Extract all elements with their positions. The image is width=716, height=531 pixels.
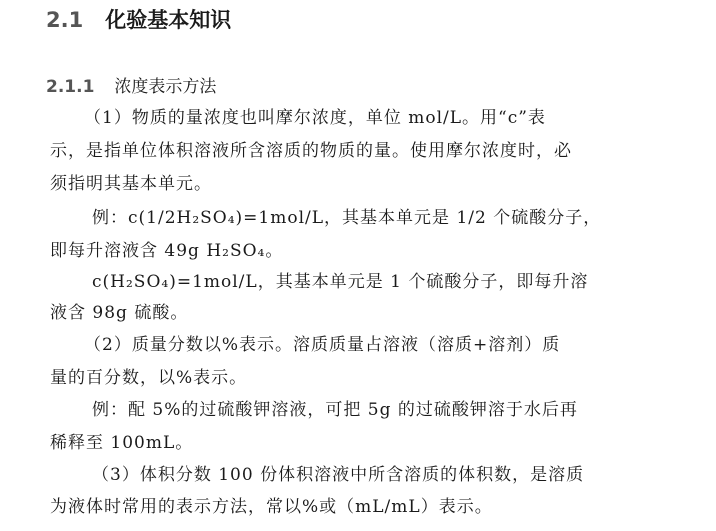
example-3-line-2: 稀释至 100mL。 bbox=[50, 433, 194, 453]
subsection-title-text: 浓度表示方法 bbox=[114, 77, 217, 97]
subsection-heading bbox=[46, 72, 216, 97]
example-3-line-1: 例：配 5%的过硫酸钾溶液，可把 5g 的过硫酸钾溶于水后再 bbox=[92, 400, 578, 420]
example-2-line-1: c(H₂SO₄)=1mol/L，其基本单元是 1 个硫酸分子，即每升溶 bbox=[92, 272, 589, 292]
section-heading bbox=[46, 4, 231, 34]
paragraph-3-line-2: 为液体时常用的表示方法，常以%或（mL/mL）表示。 bbox=[50, 497, 493, 517]
example-1-line-1: 例：c(1/2H₂SO₄)=1mol/L，其基本单元是 1/2 个硫酸分子， bbox=[92, 208, 602, 228]
paragraph-2-line-2: 量的百分数，以%表示。 bbox=[50, 368, 248, 388]
example-1-line-2: 即每升溶液含 49g H₂SO₄。 bbox=[50, 241, 284, 261]
section-number: 2.1 bbox=[46, 8, 84, 32]
section-title-text: 化验基本知识 bbox=[105, 7, 232, 32]
paragraph-1-line-1: （1）物质的量浓度也叫摩尔浓度，单位 mol/L。用“c”表 bbox=[84, 108, 546, 128]
paragraph-1-line-2: 示，是指单位体积溶液所含溶质的物质的量。使用摩尔浓度时，必 bbox=[50, 141, 572, 161]
paragraph-2-line-1: （2）质量分数以%表示。溶质质量占溶液（溶质+溶剂）质 bbox=[84, 335, 561, 355]
example-2-line-2: 液含 98g 硫酸。 bbox=[50, 303, 189, 323]
paragraph-1-line-3: 须指明其基本单元。 bbox=[50, 174, 212, 194]
paragraph-3-line-1: （3）体积分数 100 份体积溶液中所含溶质的体积数，是溶质 bbox=[92, 465, 585, 485]
subsection-number: 2.1.1 bbox=[46, 77, 95, 97]
